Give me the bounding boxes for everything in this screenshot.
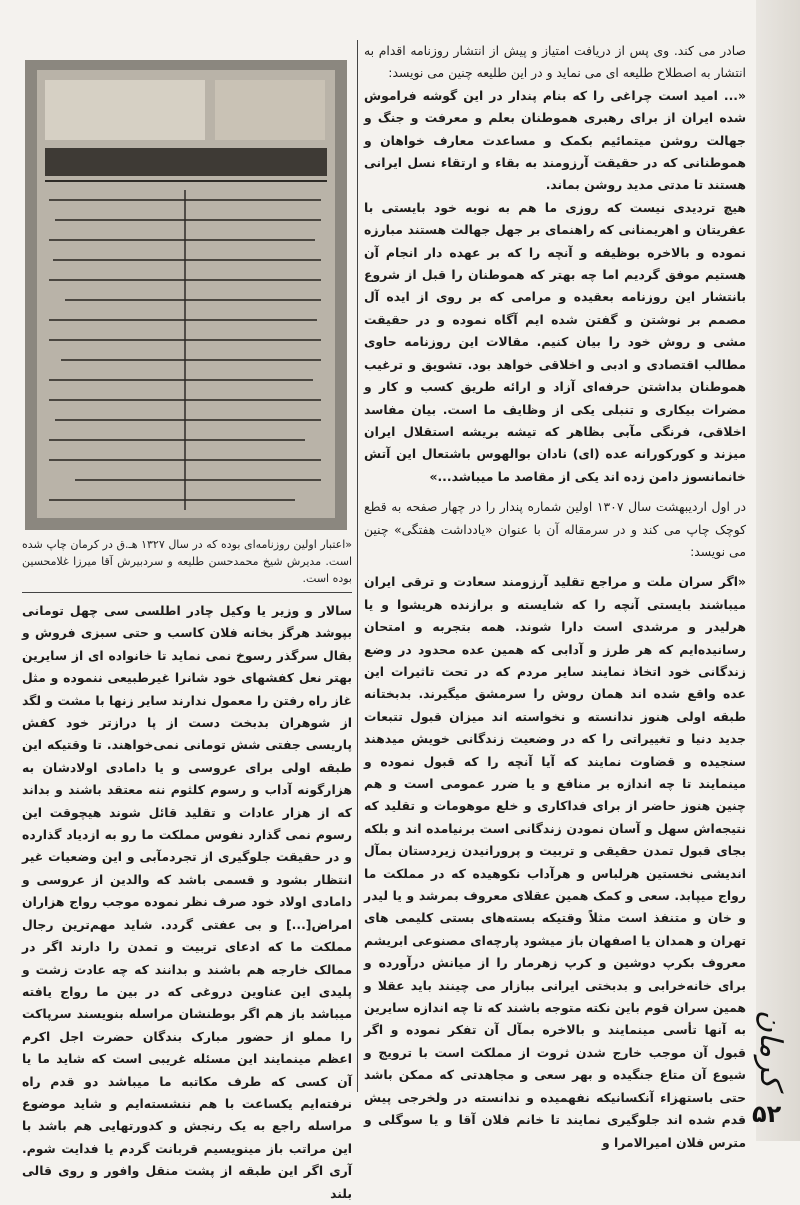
- page-number: ۵۲: [752, 1100, 782, 1128]
- left-column: [22, 600, 352, 1201]
- kerman-logo: کرمان: [753, 1010, 788, 1089]
- newspaper-photo: [25, 60, 347, 530]
- column-divider: [357, 40, 358, 1092]
- caption-divider: [22, 592, 352, 593]
- quote-paragraph-2: هیچ تردیدی نیست که روزی ما هم به نوبه خود بایستی با عفریتان و اهریمنانی که راهنمای بر جهل جهالت هستند مبارزه نموده و بالاخره بوظیفه و آنچه را که بر عهده دار انجام آن هستیم موفق گردیم اما چه بهتر که هموطنان را قبل از شروع بانتشار این روزنامه بعقیده و مرامی که بر روی از ایده آل مصمم بر نوشتن و گفتن شده ایم آگاه نموده و در حقیقت مشی و روش خود را بیان کنیم. مقالات این روزنامه حاوی مطالب اقتصادی و ادبی و اخلاقی خواهد بود. تشویق و ترغیب هموطنان بداشتن حرفه‌ای آزاد و ارائه طریق کسب و کار و مضرات بیکاری و تنبلی یکی از وظایف ما است. بیان مفاسد اخلاقی، فرنگی مآبی بظاهر که تیشه بریشه استقلال ایران میزند و کورکورانه عده (ای) نادان بوالهوس باشتعال این آتش خانمانسوز دامن زده اند یکی از مقاصد ما میباشد...»: [364, 199, 746, 484]
- quote-paragraph-3: «اگر سران ملت و مراجع تقلید آرزومند سعادت و ترقی ایران میباشند بایستی آنچه را که شایسته و برازنده هریشوا و یا هرلیدر و مرشدی است دارا شوند. همه بتجربه و امتحان رسانیده‌ایم که هر طرز و آدابی که همین عده محدود در وضع زندگانی خود اتخاذ نمایند سایر مردم که در تحت تاثیرات این عده واقع شده اند همان روش را سرمشق میگیرند. بدبختانه طبقه اولی هنوز ندانسته و نخواسته اند میزان قبول تتبعات جدید دنیا و تغییراتی را که در وضعیت زندگانی خویش میدهند سنجیده و قضاوت نمایند که آیا آنچه را که قبول نموده و مینمایند تا چه اندازه بر منافع و یا ضرر عمومی است و هم چنین هنوز حاضر از برای فداکاری و خلع موهومات و تقلید که نتیجه‌اش سهل و آسان نمودن زندگانی است برنیامده اند و بلکه بجای قبول تمدن حقیقی و تربیت و پرورانیدن زیردستان بمآل اندیشی نخستین هرلباس و هرآداب نکوهیده که در مملکت ما رواج میپابد. سعی و کمک همین عقلای معروف بمرشد و یا لیدر و خان و متنفذ است مثلاً وقتیکه بسته‌های بستی کلیمی های تهران و همدان یا اصفهان باز میشود پارچه‌ای مصنوعی ابریشم معروف بکرپ دوشین و کرپ زهرمار را از میانش درآورده و برای خانه‌خرابی و بدبختی ایرانی ببازار می چینند باید عقلا و همین سران قوم باین نکته متوجه باشند که تا چه اندازه سایرین به آنها تأسی مینمایند و بالاخره بمآل آن تفکر نموده و اگر قبول آن موجب خارج شدن ثروت از مملکت است با ترویج و شیوع آن متاع جنگیده و بهر سعی و مجاهدتی که ممکن باشد حتی باستهزاء آنکسانیکه نفهمیده و ندانسته در ولخرجی پیش قدم شده اند جلوگیری نمایند تا خانم فلان آقا و یا سوگلی و مترس فلان امیرالامرا و: [364, 574, 746, 1150]
- photo-caption: «اعتبار اولین روزنامه‌ای بوده که در سال ۱۳۲۷ هـ.ق در کرمان چاپ شده است. مدیرش شیخ محمدحسن طلیعه و سردبیرش آقا میرزا غلامحسین بوده است.: [22, 538, 353, 585]
- intro-paragraph: صادر می کند. وی پس از دریافت امتیاز و پیش از انتشار روزنامه اقدام به انتشار به اصطلاح طلیعه ای می نماید و در این طلیعه چنین می نویسد:: [364, 43, 746, 81]
- right-column: [364, 40, 746, 1150]
- left-column-text: سالار و وزیر یا وکیل چادر اطلسی سی چهل تومانی بپوشد هرگز بخانه فلان کاسب و حتی سبزی فروش و بقال سرگذر رسوخ نمی نماید تا خانواده ای از سایرین بهتر نعل کفشهای خود شانرا غیرطبیعی ننموده و مثل غاز راه رفتن را معمول ندارند سایر زنها با مشت و لگد از شوهران بدبخت دست از پا درازتر خود کفش پاریسی جفتی شش تومانی نمی‌خواهند. تا وقتیکه این طبقه اولی برای عروسی و یا دامادی اولادشان به هزارگونه آداب و رسوم کلثوم ننه معتقد باشند و بداند که از هزار عادات و تقلید قائل شوند هیچوقت این رسوم نمی گذارد نفوس مملکت ما رو به ازدیاد گذارده و در حقیقت جلوگیری از تجردمآبی و این وضعیات غیر انتظار بشود و قسمی باشد که والدین از عروسی و دامادی اولاد خود صرف نظر نموده موجب رواج هزاران امراض[...] و بی عفتی گردد. شاید مهم‌ترین رجال مملکت ما که ادعای تربیت و تمدن را دارند اگر در ممالک خارجه هم باشند و بدانند که چه عادت زشت و پلیدی این عناوین دروغی که در بین ما رواج یافته میباشد باز هم اگر بوطنشان مراسله بنویسند سرپاکت را مملو از حضور مبارک بندگان حضرت اجل اکرم اعظم مینمایند این مسئله غریبی است که شاید ما یا آن کسی که طرف مکاتبه ما میباشد دو قدم راه نرفته‌ایم یکساعت با هم ننشسته‌ایم و شاید موضوع مراسله راجع به یک رنجش و کدورتهایی هم باشد با این مراتب باز مینویسیم قربانت گردم یا فدایت شوم. آری اگر این طبقه از پشت منقل وافور و روی قالی بلند: [22, 603, 352, 1201]
- middle-paragraph: در اول اردیبهشت سال ۱۳۰۷ اولین شماره پندار را در چهار صفحه به قطع کوچک چاپ می کند و در سرمقاله آن با عنوان «یادداشت هفتگی» چنین می نویسد:: [364, 499, 746, 559]
- quote-paragraph-1: «... امید است چراغی را که بنام پندار در این گوشه فراموش شده ایران از برای رهبری هموطنان بعلم و معرفت و جنگ و جهالت روشن میتمائیم بکمک و مساعدت معارف خواهان و هموطنانی که در حقیقت آرزومند به بقاء و ارتقاء نسل ایرانی هستند تا مدتی مدید روشن بماند.: [364, 87, 746, 193]
- page-margin-strip: [753, 0, 800, 1141]
- newspaper-photo-graphic: [25, 60, 347, 530]
